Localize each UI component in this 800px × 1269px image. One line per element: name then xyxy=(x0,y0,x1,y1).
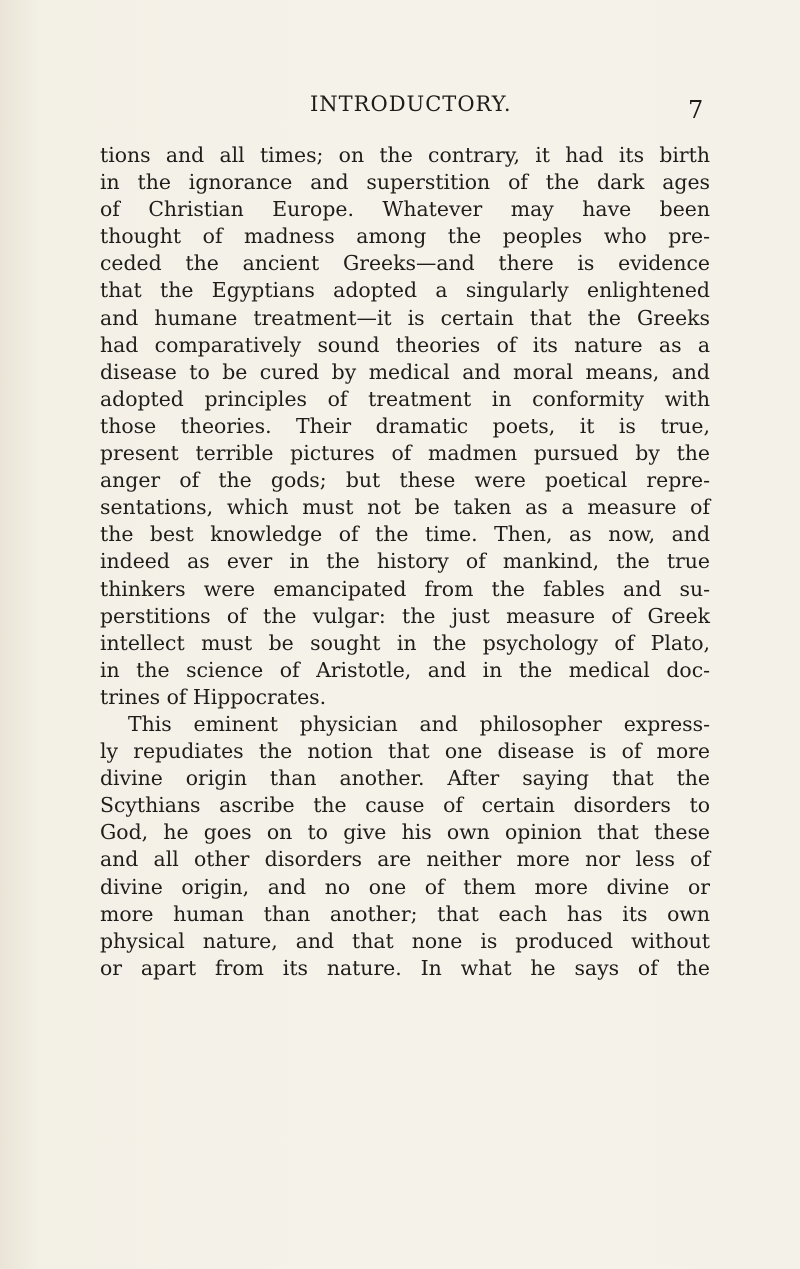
running-head xyxy=(0,92,800,122)
text-line: more human than another; that each has its own xyxy=(100,901,710,926)
text-line: and humane treatment—it is certain that the Greeks xyxy=(100,305,710,330)
text-line: divine origin than another. After saying that the xyxy=(100,766,710,791)
text-line: thinkers were emancipated from the fables and su- xyxy=(100,576,710,601)
text-line: indeed as ever in the history of mankind, the true xyxy=(100,549,710,574)
paragraph-first-line: This eminent physician and philosopher express- xyxy=(128,711,710,736)
text-line: and all other disorders are neither more nor less of xyxy=(100,847,710,872)
page-number: 7 xyxy=(688,96,704,124)
text-line: had comparatively sound theories of its nature as a xyxy=(100,332,710,357)
text-line: ceded the ancient Greeks—and there is evidence xyxy=(100,251,710,276)
text-line: physical nature, and that none is produced without xyxy=(100,928,710,953)
text-line: those theories. Their dramatic poets, it is true, xyxy=(100,413,710,438)
text-line: divine origin, and no one of them more divine or xyxy=(100,874,710,899)
text-line: anger of the gods; but these were poetical repre- xyxy=(100,468,710,493)
body-text xyxy=(100,142,710,982)
text-line: or apart from its nature. In what he says of the xyxy=(100,955,710,980)
text-line: sentations, which must not be taken as a measure of xyxy=(100,495,710,520)
text-line: present terrible pictures of madmen pursued by the xyxy=(100,441,710,466)
text-line: the best knowledge of the time. Then, as now, and xyxy=(100,522,710,547)
text-line: intellect must be sought in the psychology of Plato, xyxy=(100,630,710,655)
text-line: ly repudiates the notion that one disease is of more xyxy=(100,739,710,764)
text-line: perstitions of the vulgar: the just measure of Greek xyxy=(100,603,710,628)
text-line: tions and all times; on the contrary, it had its birth xyxy=(100,143,710,167)
text-line: God, he goes on to give his own opinion that these xyxy=(100,820,710,845)
text-line: in the ignorance and superstition of the dark ages xyxy=(100,170,710,195)
text-line: in the science of Aristotle, and in the medical doc- xyxy=(100,657,710,682)
paragraph-end-line: trines of Hippocrates. xyxy=(100,684,327,709)
text-line: that the Egyptians adopted a singularly enlightened xyxy=(100,278,710,303)
text-line: disease to be cured by medical and moral means, and xyxy=(100,359,710,384)
text-line: Scythians ascribe the cause of certain disorders to xyxy=(100,793,710,818)
text-line: of Christian Europe. Whatever may have been xyxy=(100,197,710,222)
text-line: thought of madness among the peoples who pre- xyxy=(100,224,710,249)
text-line: adopted principles of treatment in conformity with xyxy=(100,386,710,411)
running-title: INTRODUCTORY. xyxy=(310,92,512,116)
